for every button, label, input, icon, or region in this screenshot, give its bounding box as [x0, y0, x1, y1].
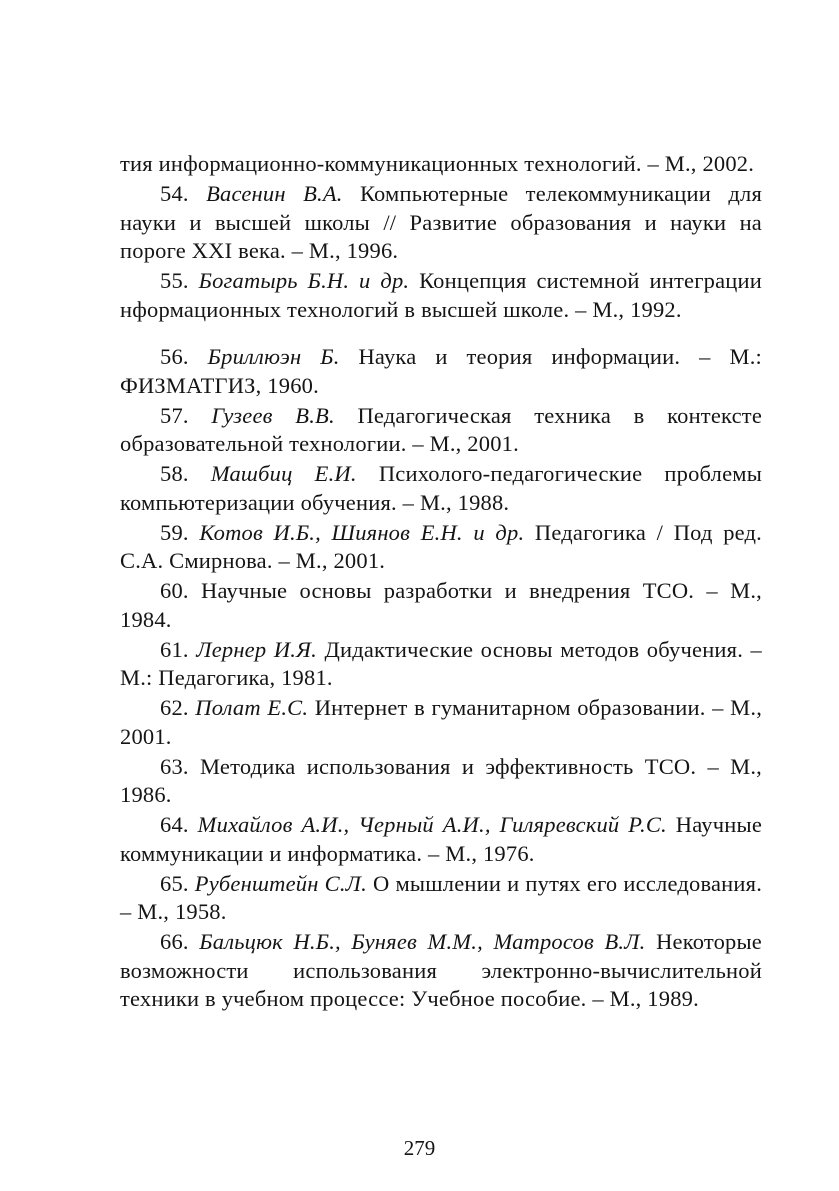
bibliography-entry-56: [120, 343, 762, 400]
bibliography-entry-60: [120, 577, 762, 634]
entry-text: Наука и теория информации. – М.: ФИЗМАТГИЗ, 1960.: [120, 344, 762, 398]
entry-text: Педагогическая техника в контексте образовательной технологии. – М., 2001.: [120, 402, 763, 456]
entry-number: 60.: [160, 578, 189, 603]
entry-text: Некоторые возможности использования электронно-вычислительной техники в учебном процессе: Учебное пособие. – М., 1989.: [120, 929, 762, 1011]
entry-number: 58.: [160, 461, 189, 486]
bibliography-entry-54: [120, 180, 762, 266]
entry-number: 59.: [160, 519, 189, 545]
entry-number: 61.: [160, 636, 189, 662]
bibliography-entry-64: [120, 811, 762, 868]
entry-author: Васенин В.А.: [206, 181, 343, 206]
bibliography-entry-65: [120, 870, 762, 927]
entry-author: Полат Е.С.: [195, 695, 309, 720]
entry-author: Михайлов А.И., Черный А.И., Гиляревский Р.С.: [197, 812, 667, 837]
bibliography-entry-63: [120, 753, 762, 810]
entry-text: Психолого-педагогические проблемы компьютеризации обучения. – М., 1988.: [120, 461, 763, 515]
entry-number: 66.: [160, 929, 189, 954]
bibliography-entry-59: [120, 519, 762, 576]
entry-text: Методика использования и эффективность ТСО. – М., 1986.: [120, 753, 762, 807]
entry-number: 55.: [160, 268, 189, 293]
entry-text: Концепция системной интеграции нформационных технологий в высшей школе. – М., 1992.: [120, 268, 762, 322]
entry-text: Научные основы разработки и внедрения ТСО. – М., 1984.: [120, 578, 762, 632]
bibliography-list: [120, 150, 762, 1015]
entry-author: Богатырь Б.Н. и др.: [198, 268, 410, 293]
entry-text: тия информационно-коммуникационных технологий. – М., 2002.: [120, 151, 755, 176]
entry-author: Машбиц Е.И.: [210, 461, 357, 486]
entry-author: Лернер И.Я.: [196, 636, 317, 662]
entry-number: 63.: [160, 753, 189, 779]
entry-text: Интернет в гуманитарном образовании. – М., 2001.: [120, 695, 763, 749]
entry-text: О мышлении и путях его исследования. – М., 1958.: [120, 870, 763, 924]
bibliography-entry-55: [120, 267, 762, 324]
entry-number: 64.: [160, 812, 189, 837]
entry-author: Бальцюк Н.Б., Буняев М.М., Матросов В.Л.: [199, 929, 646, 954]
bibliography-entry-62: [120, 694, 762, 751]
entry-author: Гузеев В.В.: [211, 402, 335, 428]
bibliography-entry-61: [120, 636, 762, 693]
bibliography-entry-57: [120, 402, 762, 459]
entry-author: Бриллюэн Б.: [207, 344, 340, 369]
entry-number: 56.: [160, 344, 189, 369]
entry-number: 62.: [160, 695, 189, 720]
entry-number: 54.: [160, 181, 189, 206]
entry-text: Компьютерные телекоммуникации для науки и высшей школы // Развитие образования и науки на пороге XXI века. – М., 1996.: [120, 181, 762, 263]
page-number: 279: [403, 1136, 436, 1160]
entry-author: Котов И.Б., Шиянов Е.Н. и др.: [199, 519, 525, 545]
entry-text: Педагогика / Под ред. С.А. Смирнова. – М., 2001.: [120, 519, 763, 573]
entry-number: 65.: [160, 870, 189, 896]
entry-text: Научные коммуникации и информатика. – М., 1976.: [120, 812, 763, 866]
bibliography-entry-66: [120, 928, 762, 1014]
entry-author: Рубенштейн С.Л.: [194, 870, 367, 896]
bibliography-entry-continued: [120, 150, 762, 179]
bibliography-entry-58: [120, 460, 762, 517]
entry-text: Дидактические основы методов обучения. – М.: Педагогика, 1981.: [120, 636, 763, 690]
entry-number: 57.: [160, 402, 189, 428]
